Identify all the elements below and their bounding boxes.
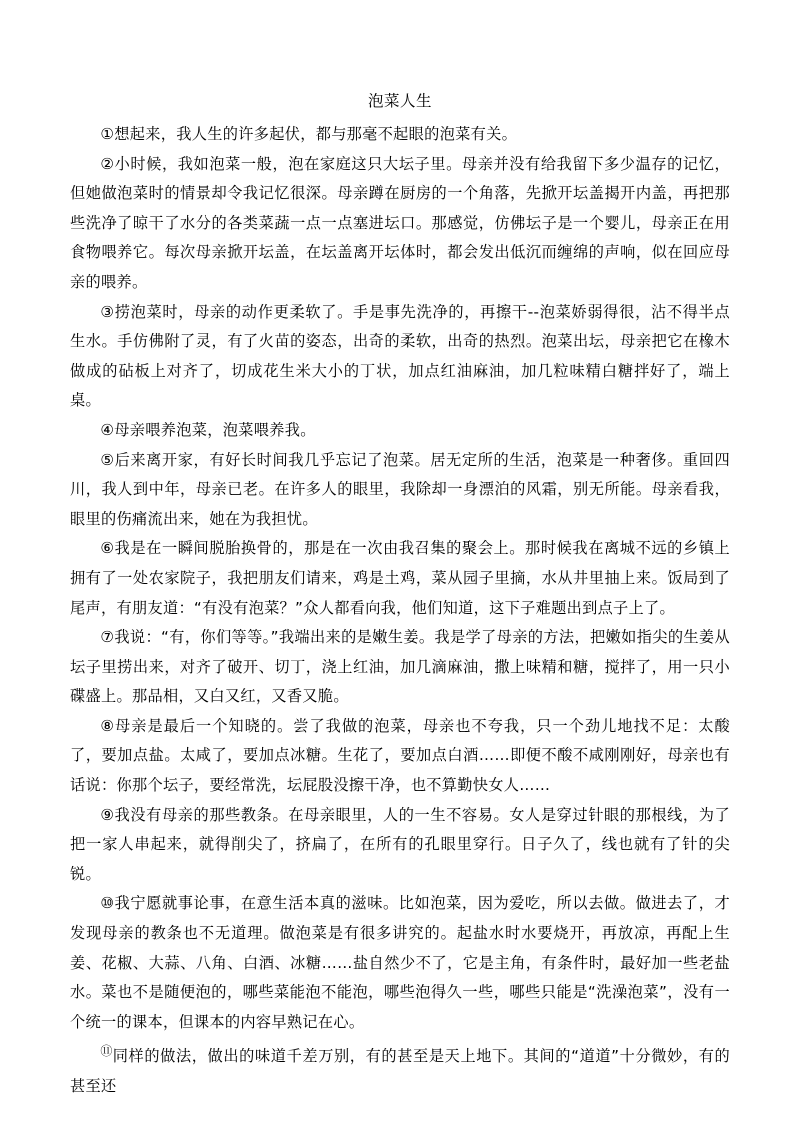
paragraph-11 <box>70 1037 730 1101</box>
paragraph-4: ④母亲喂养泡菜，泡菜喂养我。 <box>100 420 316 439</box>
paragraph-2: ②小时候，我如泡菜一般，泡在家庭这只大坛子里。母亲并没有给我留下多少温存的记忆，但她做泡菜时的情景却令我记忆很深。母亲蹲在厨房的一个角落，先掀开坛盖揭开内盖，再把那些洗净了晾干了水分的各类菜蔬一点一点塞进坛口。那感觉，仿佛坛子是一个婴儿，母亲正在用食物喂养它。每次母亲掀开坛盖，在坛盖离开坛体时，都会发出低沉而缠绵的声响，似在回应母亲的喂养。 <box>70 154 730 291</box>
paragraph-9: ⑨我没有母亲的那些教条。在母亲眼里，人的一生不容易。女人是穿过针眼的那根线，为了把一家人串起来，就得削尖了，挤扁了，在所有的孔眼里穿行。日子久了，线也就有了针的尖锐。 <box>70 805 730 883</box>
paragraph-1: ①想起来，我人生的许多起伏，都与那毫不起眼的泡菜有关。 <box>100 125 518 143</box>
paragraph-10: ⑩我宁愿就事论事，在意生活本真的滋味。比如泡菜，因为爱吃，所以去做。做进去了，才发现母亲的教条也不无道理。做泡菜是有很多讲究的。起盐水时水要烧开，再放凉，再配上生姜、花椒、大蒜、八角、白酒、冰糖……盐自然少不了，它是主角，有条件时，最好加一些老盐水。菜也不是随便泡的，哪些菜能泡不能泡，哪些泡得久一些，哪些只能是“洗澡泡菜”，没有一个统一的课本，但课本的内容早熟记在心。 <box>70 894 730 1031</box>
page-title: 泡菜人生 <box>367 92 432 110</box>
paragraph-5: ⑤后来离开家，有好长时间我几乎忘记了泡菜。居无定所的生活，泡菜是一种奢侈。重回四川，我人到中年，母亲已老。在许多人的眼里，我除却一身漂泊的风霜，别无所能。母亲看我，眼里的伤痛流出来，她在为我担忧。 <box>70 450 730 528</box>
paragraph-3: ③捞泡菜时，母亲的动作更柔软了。手是事先洗净的，再擦干--泡菜娇弱得很，沾不得半点生水。手仿佛附了灵，有了火苗的姿态，出奇的柔软，出奇的热烈。泡菜出坛，母亲把它在橡木做成的砧板上对齐了，切成花生米大小的丁状，加点红油麻油，加几粒味精白糖拌好了，端上桌。 <box>70 302 730 410</box>
paragraph-7: ⑦我说：“有，你们等等。”我端出来的是嫩生姜。我是学了母亲的方法，把嫩如指尖的生姜从坛子里捞出来，对齐了破开、切丁，浇上红油，加几滴麻油，撒上味精和糖，搅拌了，用一只小碟盛上。那品相，又白又红，又香又脆。 <box>70 628 730 706</box>
paragraph-11-marker: ⑪ <box>100 1044 113 1059</box>
paragraph-11-text: 同样的做法，做出的味道千差万别，有的甚至是天上地下。其间的“道道”十分微妙，有的甚至还 <box>70 1047 730 1096</box>
paragraph-8: ⑧母亲是最后一个知晓的。尝了我做的泡菜，母亲也不夸我，只一个劲儿地找不足：太酸了，要加点盐。太咸了，要加点冰糖。生花了，要加点白酒……即便不酸不咸刚刚好，母亲也有话说：你那个坛子，要经常洗，坛屁股没擦干净，也不算勤快女人…… <box>70 716 730 795</box>
paragraph-6: ⑥我是在一瞬间脱胎换骨的，那是在一次由我召集的聚会上。那时候我在离城不远的乡镇上拥有了一处农家院子，我把朋友们请来，鸡是土鸡，菜从园子里摘，水从井里抽上来。饭局到了尾声，有朋友道：“有没有泡菜？”众人都看向我，他们知道，这下子难题出到点子上了。 <box>70 539 730 617</box>
document-content <box>70 88 730 1102</box>
